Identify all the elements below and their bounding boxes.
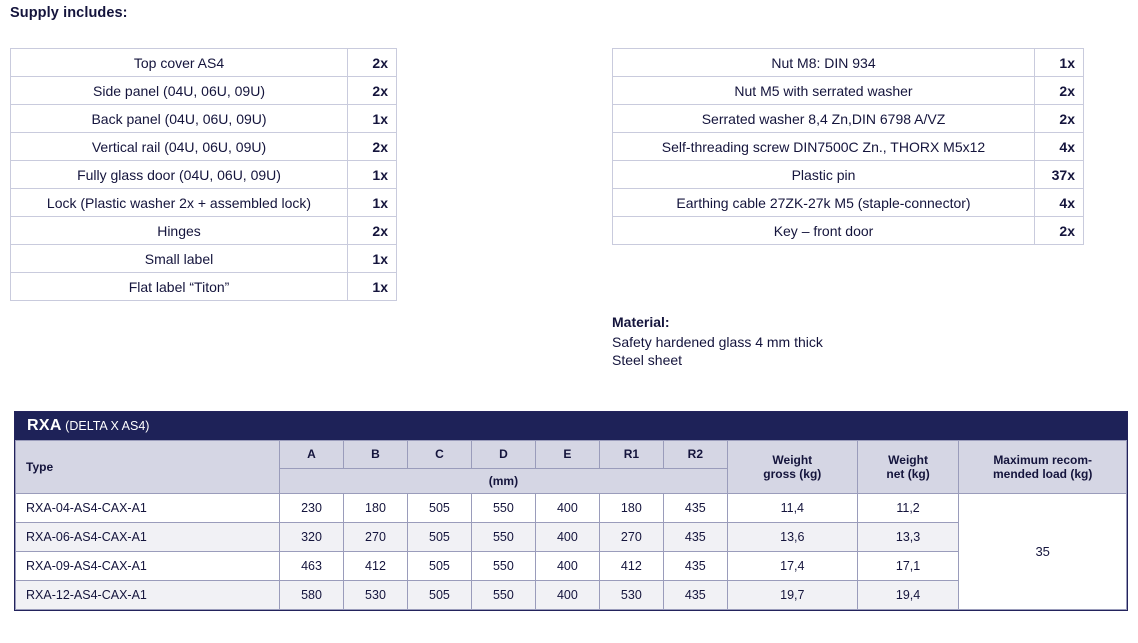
spec-table-title	[15, 412, 1127, 440]
table-row	[11, 217, 397, 245]
col-header-e: E	[535, 441, 599, 469]
part-qty: 2x	[1035, 217, 1084, 245]
part-name: Flat label “Titon”	[11, 273, 348, 301]
col-header-c: C	[407, 441, 471, 469]
cell-e: 400	[535, 494, 599, 523]
spec-header-row	[16, 441, 1127, 469]
supply-right-body	[613, 49, 1084, 245]
col-header-a: A	[280, 441, 344, 469]
part-qty: 2x	[348, 133, 397, 161]
part-qty: 2x	[1035, 105, 1084, 133]
cell-c: 505	[407, 581, 471, 610]
cell-a: 463	[280, 552, 344, 581]
cell-weight-gross: 11,4	[727, 494, 857, 523]
part-name: Nut M8: DIN 934	[613, 49, 1035, 77]
cell-b: 180	[344, 494, 408, 523]
cell-type: RXA-12-AS4-CAX-A1	[16, 581, 280, 610]
material-block	[612, 313, 823, 370]
table-row	[11, 105, 397, 133]
specification-table-block	[14, 411, 1128, 611]
max-load-line-1: Maximum recom-	[993, 453, 1093, 467]
table-row	[613, 189, 1084, 217]
part-qty: 37x	[1035, 161, 1084, 189]
part-name: Vertical rail (04U, 06U, 09U)	[11, 133, 348, 161]
table-row	[613, 161, 1084, 189]
table-row	[11, 133, 397, 161]
part-qty: 1x	[348, 189, 397, 217]
cell-c: 505	[407, 494, 471, 523]
cell-r1: 180	[599, 494, 663, 523]
cell-r2: 435	[663, 581, 727, 610]
part-qty: 1x	[1035, 49, 1084, 77]
part-name: Key – front door	[613, 217, 1035, 245]
table-row	[613, 217, 1084, 245]
part-name: Side panel (04U, 06U, 09U)	[11, 77, 348, 105]
part-name: Small label	[11, 245, 348, 273]
part-qty: 4x	[1035, 189, 1084, 217]
table-row	[11, 189, 397, 217]
table-row	[11, 161, 397, 189]
supply-includes-right-table	[612, 48, 1084, 245]
cell-weight-net: 19,4	[857, 581, 959, 610]
col-header-max-load	[959, 441, 1127, 494]
weight-gross-line-2: gross (kg)	[763, 467, 822, 481]
material-line-1: Safety hardened glass 4 mm thick	[612, 333, 823, 350]
cell-r1: 530	[599, 581, 663, 610]
supply-left-body	[11, 49, 397, 301]
cell-e: 400	[535, 581, 599, 610]
weight-net-line-2: net (kg)	[886, 467, 930, 481]
cell-weight-net: 13,3	[857, 523, 959, 552]
material-line-2: Steel sheet	[612, 352, 683, 368]
cell-weight-gross: 19,7	[727, 581, 857, 610]
cell-type: RXA-04-AS4-CAX-A1	[16, 494, 280, 523]
part-name: Plastic pin	[613, 161, 1035, 189]
table-row	[613, 133, 1084, 161]
spec-table-body	[16, 494, 1127, 610]
col-header-type: Type	[16, 441, 280, 494]
cell-r1: 412	[599, 552, 663, 581]
cell-weight-gross: 13,6	[727, 523, 857, 552]
cell-weight-gross: 17,4	[727, 552, 857, 581]
part-name: Fully glass door (04U, 06U, 09U)	[11, 161, 348, 189]
cell-c: 505	[407, 523, 471, 552]
table-row	[11, 77, 397, 105]
col-header-weight-gross	[727, 441, 857, 494]
part-qty: 2x	[348, 217, 397, 245]
cell-d: 550	[471, 523, 535, 552]
part-name: Serrated washer 8,4 Zn,DIN 6798 A/VZ	[613, 105, 1035, 133]
part-name: Back panel (04U, 06U, 09U)	[11, 105, 348, 133]
table-row	[11, 273, 397, 301]
col-header-weight-net	[857, 441, 959, 494]
cell-max-load: 35	[959, 494, 1127, 610]
part-qty: 1x	[348, 245, 397, 273]
cell-d: 550	[471, 581, 535, 610]
col-header-r1: R1	[599, 441, 663, 469]
cell-e: 400	[535, 552, 599, 581]
material-title: Material:	[612, 314, 670, 330]
table-row	[11, 49, 397, 77]
max-load-line-2: mended load (kg)	[993, 467, 1093, 481]
part-qty: 2x	[1035, 77, 1084, 105]
cell-type: RXA-09-AS4-CAX-A1	[16, 552, 280, 581]
spec-table-head	[16, 441, 1127, 494]
part-qty: 1x	[348, 273, 397, 301]
part-qty: 1x	[348, 105, 397, 133]
part-qty: 2x	[348, 77, 397, 105]
cell-weight-net: 17,1	[857, 552, 959, 581]
part-qty: 2x	[348, 49, 397, 77]
cell-r1: 270	[599, 523, 663, 552]
part-name: Nut M5 with serrated washer	[613, 77, 1035, 105]
cell-d: 550	[471, 552, 535, 581]
part-qty: 4x	[1035, 133, 1084, 161]
cell-a: 230	[280, 494, 344, 523]
weight-gross-line-1: Weight	[772, 453, 813, 467]
cell-weight-net: 11,2	[857, 494, 959, 523]
cell-r2: 435	[663, 523, 727, 552]
cell-type: RXA-06-AS4-CAX-A1	[16, 523, 280, 552]
part-name: Hinges	[11, 217, 348, 245]
cell-a: 580	[280, 581, 344, 610]
cell-r2: 435	[663, 552, 727, 581]
supply-includes-heading: Supply includes:	[10, 5, 128, 21]
cell-c: 505	[407, 552, 471, 581]
cell-d: 550	[471, 494, 535, 523]
unit-label-mm: (mm)	[280, 468, 728, 493]
cell-e: 400	[535, 523, 599, 552]
part-name: Self-threading screw DIN7500C Zn., THORX M5x12	[613, 133, 1035, 161]
spec-title-description: (DELTA X AS4)	[61, 419, 150, 433]
table-row	[16, 494, 1127, 523]
cell-b: 530	[344, 581, 408, 610]
cell-b: 412	[344, 552, 408, 581]
table-row	[613, 77, 1084, 105]
part-name: Lock (Plastic washer 2x + assembled lock)	[11, 189, 348, 217]
weight-net-line-1: Weight	[888, 453, 928, 467]
cell-b: 270	[344, 523, 408, 552]
table-row	[613, 105, 1084, 133]
spec-title-code: RXA	[27, 417, 62, 434]
cell-r2: 435	[663, 494, 727, 523]
col-header-b: B	[344, 441, 408, 469]
part-qty: 1x	[348, 161, 397, 189]
part-name: Top cover AS4	[11, 49, 348, 77]
part-name: Earthing cable 27ZK-27k M5 (staple-connector)	[613, 189, 1035, 217]
supply-includes-left-table	[10, 48, 397, 301]
cell-a: 320	[280, 523, 344, 552]
col-header-d: D	[471, 441, 535, 469]
table-row	[11, 245, 397, 273]
spec-table	[15, 440, 1127, 610]
table-row	[613, 49, 1084, 77]
col-header-r2: R2	[663, 441, 727, 469]
